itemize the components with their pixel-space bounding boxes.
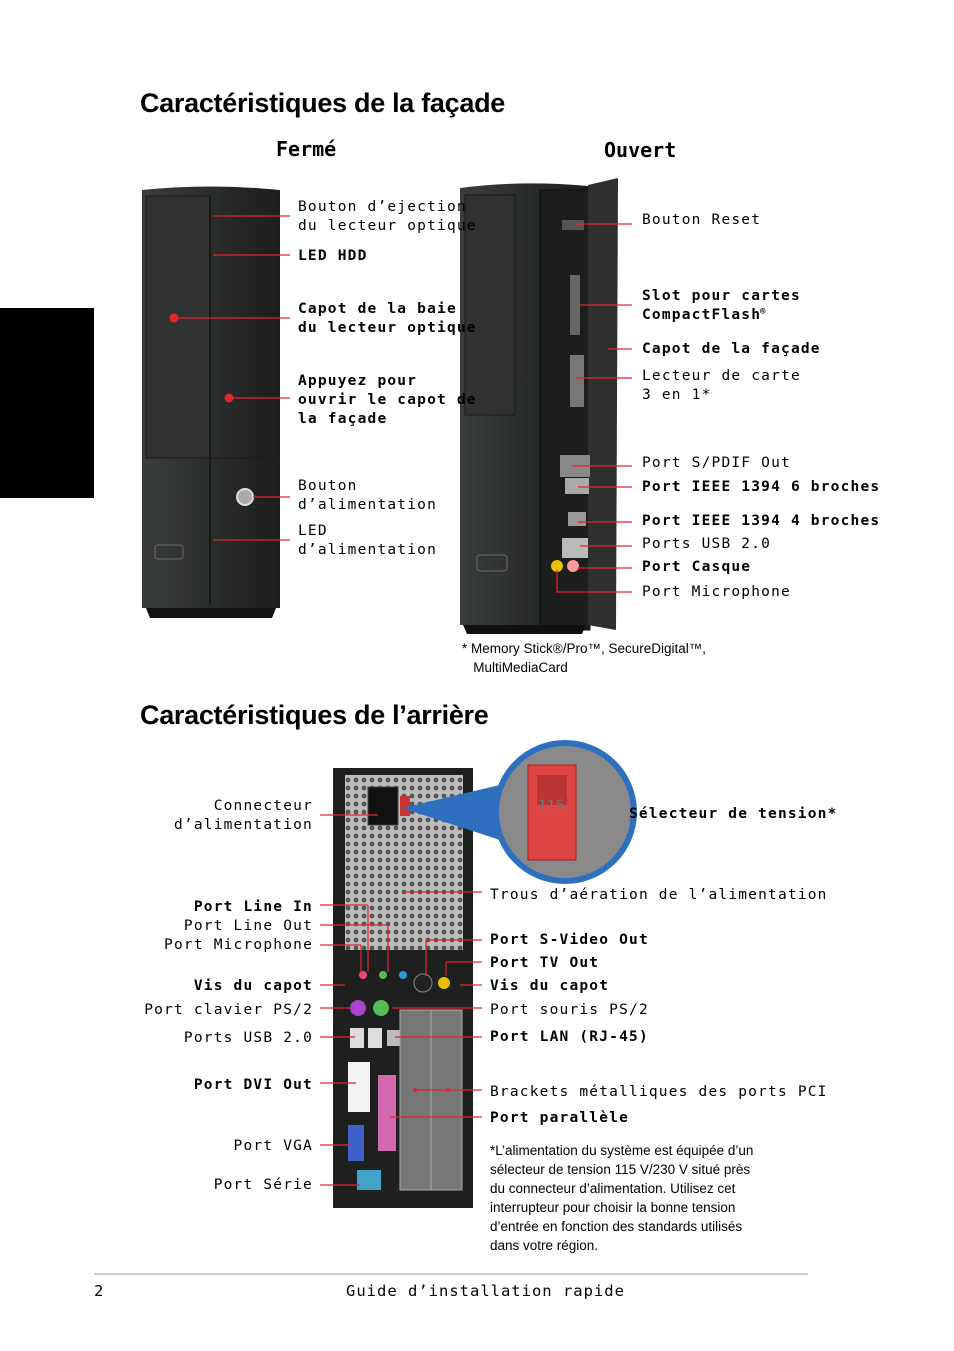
label-pci-brackets: Brackets métalliques des ports PCI <box>490 1084 828 1100</box>
label-led-hdd: LED HDD <box>298 248 368 264</box>
front-title: Caractéristiques de la façade <box>140 88 505 118</box>
label-headphone: Port Casque <box>642 559 752 575</box>
label-parallel: Port parallèle <box>490 1110 630 1126</box>
label-push-open: Appuyez pour ouvrir le capot de la façade <box>298 373 477 427</box>
label-cover-screw-left: Vis du capot <box>193 978 313 994</box>
guide-title: Guide d’installation rapide <box>346 1282 625 1300</box>
label-mic-front: Port Microphone <box>642 584 791 600</box>
label-dvi: Port DVI Out <box>193 1077 313 1093</box>
label-reset: Bouton Reset <box>642 212 762 228</box>
label-svideo: Port S-Video Out <box>490 932 649 948</box>
label-voltage-selector: Sélecteur de tension* <box>629 806 838 822</box>
page-number: 2 <box>94 1282 105 1300</box>
label-cf-slot: Slot pour cartes CompactFlash ® <box>642 288 801 323</box>
label-usb-front: Ports USB 2.0 <box>642 536 772 552</box>
open-case-image <box>460 178 618 634</box>
label-front-cover: Capot de la façade <box>642 341 821 357</box>
label-ps2-mouse: Port souris PS/2 <box>490 1002 649 1018</box>
rear-title: Caractéristiques de l’arrière <box>140 700 489 730</box>
rear-case-image <box>333 768 473 1208</box>
label-power-button: Bouton d’alimentation <box>298 478 438 513</box>
front-footnote: * Memory Stick®/Pro™, SecureDigital™, MultiMediaCard <box>462 641 707 675</box>
label-lan: Port LAN (RJ-45) <box>490 1029 649 1045</box>
selector-value: 115 <box>538 798 565 814</box>
label-line-out: Port Line Out <box>183 918 313 934</box>
label-power-connector: Connecteur d’alimentation <box>173 798 313 833</box>
label-eject: Bouton d’ejection du lecteur optique <box>298 199 477 234</box>
closed-heading: Fermé <box>276 137 337 161</box>
label-tv-out: Port TV Out <box>490 955 600 971</box>
label-line-in: Port Line In <box>193 899 313 915</box>
label-ps2-keyboard: Port clavier PS/2 <box>144 1002 313 1018</box>
label-card-reader: Lecteur de carte 3 en 1* <box>642 368 801 403</box>
label-ieee6: Port IEEE 1394 6 broches <box>642 479 881 495</box>
label-power-led: LED d’alimentation <box>298 523 438 558</box>
label-bay-cover: Capot de la baie du lecteur optique <box>298 301 477 336</box>
label-mic-rear: Port Microphone <box>164 937 313 953</box>
label-cover-screw-right: Vis du capot <box>490 978 610 994</box>
label-vga: Port VGA <box>233 1138 313 1154</box>
label-ieee4: Port IEEE 1394 4 broches <box>642 513 881 529</box>
label-serial: Port Série <box>213 1177 313 1193</box>
registered-mark: ® <box>760 307 767 317</box>
closed-case-image <box>142 187 280 619</box>
label-usb-rear: Ports USB 2.0 <box>183 1030 313 1046</box>
label-vents: Trous d’aération de l’alimentation <box>490 887 828 903</box>
rear-note: *L’alimentation du système est équipée d’un sélecteur de tension 115 V/230 V situé près du connecteur d’alimentation. Utilisez cet interrupteur pour choisir la bonne tension d’entrée en fonction des standards utilisés dans votre région. <box>490 1143 754 1253</box>
footer-rule <box>94 1273 808 1275</box>
label-spdif: Port S/PDIF Out <box>642 455 791 471</box>
open-heading: Ouvert <box>604 138 677 162</box>
